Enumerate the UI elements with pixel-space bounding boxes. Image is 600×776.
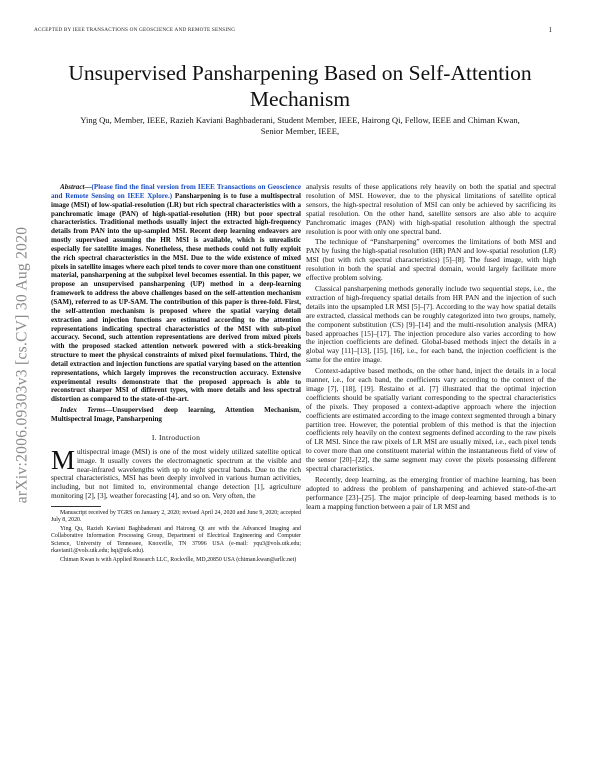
index-terms: Index Terms—Unsupervised deep learning, Attention Mechanism, Multispectral Image, Pansharpening [51,406,301,423]
abstract-text: Pansharpening is to fuse a multispectral image (MSI) of low-spatial-resolution (LR) but rich spectral characteristics with a panchromatic image (PAN) of high-spatial-resolution (HR) but poor spectral characteristics. Traditional methods usually inject the extracted high-frequency details from PAN into the up-sampled MSI. Recent deep learning endeavors are mostly supervised assuming the HR MSI is available, which is unrealistic especially for satellite images. Nonetheless, these methods could not fully exploit the rich spectral characteristics in the MSI. Due to the wide existence of mixed pixels in satellite images where each pixel tends to cover more than one constituent material, pansharpening at the subpixel level becomes essential. In this paper, we propose an unsupervised pansharpening (UP) method in a deep-learning framework to address the above challenges based on the self-attention mechanism (SAM), referred to as UP-SAM. The contribution of this paper is three-fold. First, the self-attention mechanism is proposed where the spatial varying detail extraction and injection functions are estimated according to the attention representations indicating spectral characteristics of the MSI with sub-pixel accuracy. Second, such attention representations are derived from mixed pixels with the proposed stacked attention network powered with a stick-breaking structure to meet the physical constraints of mixed pixel formulations. Third, the detail extraction and injection functions are spatial varying based on the attention representations, which largely improves the reconstruction accuracy. Extensive experimental results demonstrate that the proposed approach is able to reconstruct sharper MSI of different types, with more details and less spectral distortion as compared to the state-of-the-art. [51,191,301,404]
footnote-3: Chiman Kwan is with Applied Research LLC, Rockville, MD,20850 USA (chiman.kwan@arllc.net) [60,556,297,563]
drop-cap: M [51,444,76,475]
footnote-2: Ying Qu, Razieh Kaviani Baghbaderani and Hairong Qi are with the Advanced Imaging and Collaborative Information Processing Group, Department of Electrical Engineering and Computer Science, University of Tennessee, Knoxville, TN 37996 USA (e-mail: yqu3@vols.utk.edu; rkaviani1@vols.utk.edu; hqi@utk.edu). [51,526,301,554]
arxiv-stamp [2,150,42,580]
footnote-rule [51,506,101,507]
index-terms-text: Unsupervised deep learning, Attention Mechanism, Multispectral Image, Pansharpening [51,406,301,423]
page-number: 1 [548,26,552,34]
index-terms-label: Index Terms [60,406,106,415]
body-paragraph: Context-adaptive based methods, on the other hand, inject the details in a local manner, i.e., for each band, the coefficients vary according to the context of the image [7], [18], [19]. Restaino et al. [7] illustrated that the optimal injection coefficients should be spatially variant corresponding to the spectral characteristics of the pixels. They proposed a context-adaptive approach where the injection coefficients are estimated according to the image context segmented through a binary partition tree. However, the potential problem of this method is that the injection coefficients rely heavily on the context segments defined according to the raw pixels of LR MSI. Since the raw pixels of LR MSI are usually mixed, i.e., each pixel tends to cover more than one constituent material within the instantaneous field of view of the sensor [20]–[22], the same segment may cover the pixels possessing different spectral characteristics. [306,366,556,474]
left-column [51,183,301,566]
author-list: Ying Qu, Member, IEEE, Razieh Kaviani Baghbaderani, Student Member, IEEE, Hairong Qi, Fellow, IEEE and Chiman Kwan, Senior Member, IEEE, [80,115,520,136]
intro-paragraph [51,444,301,501]
abstract: Abstract—(Please find the final version from IEEE Transactions on Geoscience and Remote Sensing on IEEE Xplore.) Pansharpening is to fuse a multispectral image (MSI) of low-spatial-resolution (LR) but rich spectral characteristics with a panchromatic image (PAN) of high-spatial-resolution (HR) but poor spectral characteristics. Traditional methods usually inject the extracted high-frequency details from PAN into the up-sampled MSI. Recent deep learning endeavors are mostly supervised assuming the HR MSI is available, which is unrealistic especially for satellite images. Nonetheless, these methods could not fully exploit the rich spectral characteristics in the MSI. Due to the wide existence of mixed pixels in satellite images where each pixel tends to cover more than one constituent material, pansharpening at the subpixel level becomes essential. In this paper, we propose an unsupervised pansharpening (UP) method in a deep-learning framework to address the above challenges based on the self-attention mechanism (SAM), referred to as UP-SAM. The contribution of this paper is three-fold. First, the self-attention mechanism is proposed where the spatial varying detail extraction and injection functions are estimated according to the attention representations indicating spectral characteristics of the MSI with sub-pixel accuracy. Second, such attention representations are derived from mixed pixels with the proposed stacked attention network powered with a stick-breaking structure to meet the physical constraints of mixed pixel formulations. Third, the detail extraction and injection functions are spatial varying based on the attention representations, which largely improves the reconstruction accuracy. Extensive experimental results demonstrate that the proposed approach is able to reconstruct sharper MSI of different types, with more details and less spectral distortion as compared to the state-of-the-art. [51,183,301,404]
footnote-1: Manuscript received by TGRS on January 2, 2020; revised April 24, 2020 and June 9, 2020; accepted July 8, 2020. [51,510,301,524]
section-heading: I. Introduction [151,432,201,442]
abstract-label: Abstract [60,183,85,191]
paper-title: Unsupervised Pansharpening Based on Self-Attention Mechanism [68,61,532,111]
body-paragraph: analysis results of these applications rely heavily on both the spatial and spectral resolution of MSI. However, due to the physical limitations of satellite optical sensors, the high-spectral resolution of MSI can only be achieved by sacrificing its spatial resolution. On the other hand, satellite sensors are also able to acquire Panchromatic images (PAN) with high-spatial resolution although the spectral resolution is poor with only one spectral band. [306,182,556,236]
running-header: ACCEPTED BY IEEE TRANSACTIONS ON GEOSCIENCE AND REMOTE SENSING [34,27,236,33]
body-paragraph: Recently, deep learning, as the emerging frontier of machine learning, has been adopted to address the problem of pansharpening and achieved state-of-the-art performance [23]–[25]. The major principle of deep-learning based methods is to learn a mapping function between a pair of LR MSI and [306,475,556,511]
body-paragraph: Classical pansharpening methods generally include two sequential steps, i.e., the extraction of high-frequency spatial details from HR PAN and the injection of such details into the upsampled LR MSI [5]–[7]. According to the way how spatial details are extracted, classical methods can be roughly categorized into two groups, namely, the component substitution (CS) [9]–[14] and the multi-resolution analysis (MRA) based approaches [15]–[17]. The injection procedure also varies according to how the injection coefficients are defined. Global-based methods inject the details in a global way [11]–[13], [15], [16], i.e., for each band, the injection coefficient is the same for the entire image. [306,283,556,365]
arxiv-identifier: arXiv:2006.09303v3 [cs.CV] 30 Aug 2020 [13,226,31,504]
right-column [306,183,556,514]
body-paragraph: The technique of “Pansharpening” overcomes the limitations of both MSI and PAN by fusing the high-spatial resolution (HR) PAN and low-spatial resolution (LR) MSI (but with rich spectral characteristics) [5]–[8]. The fused image, with high resolution in both the spatial and spectral domain, would largely facilitate more effective problem solving. [306,237,556,283]
abstract-note-link[interactable]: (Please find the final version from IEEE Transactions on Geoscience and Remote Sensing on IEEE Xplore.) [51,183,301,200]
intro-text: ultispectral image (MSI) is one of the most widely utilized satellite optical image. It usually covers the electromagnetic spectrum at the visible and near-infrared wavelengths with up to eight spectral bands. Due to the rich spectral characteristics, MSI has been deeply involved in various human activities, including, but not limited to, environmental change detection [1], agriculture monitoring [2], [3], weather forecasting [4], and so on. Very often, the [51,446,301,501]
